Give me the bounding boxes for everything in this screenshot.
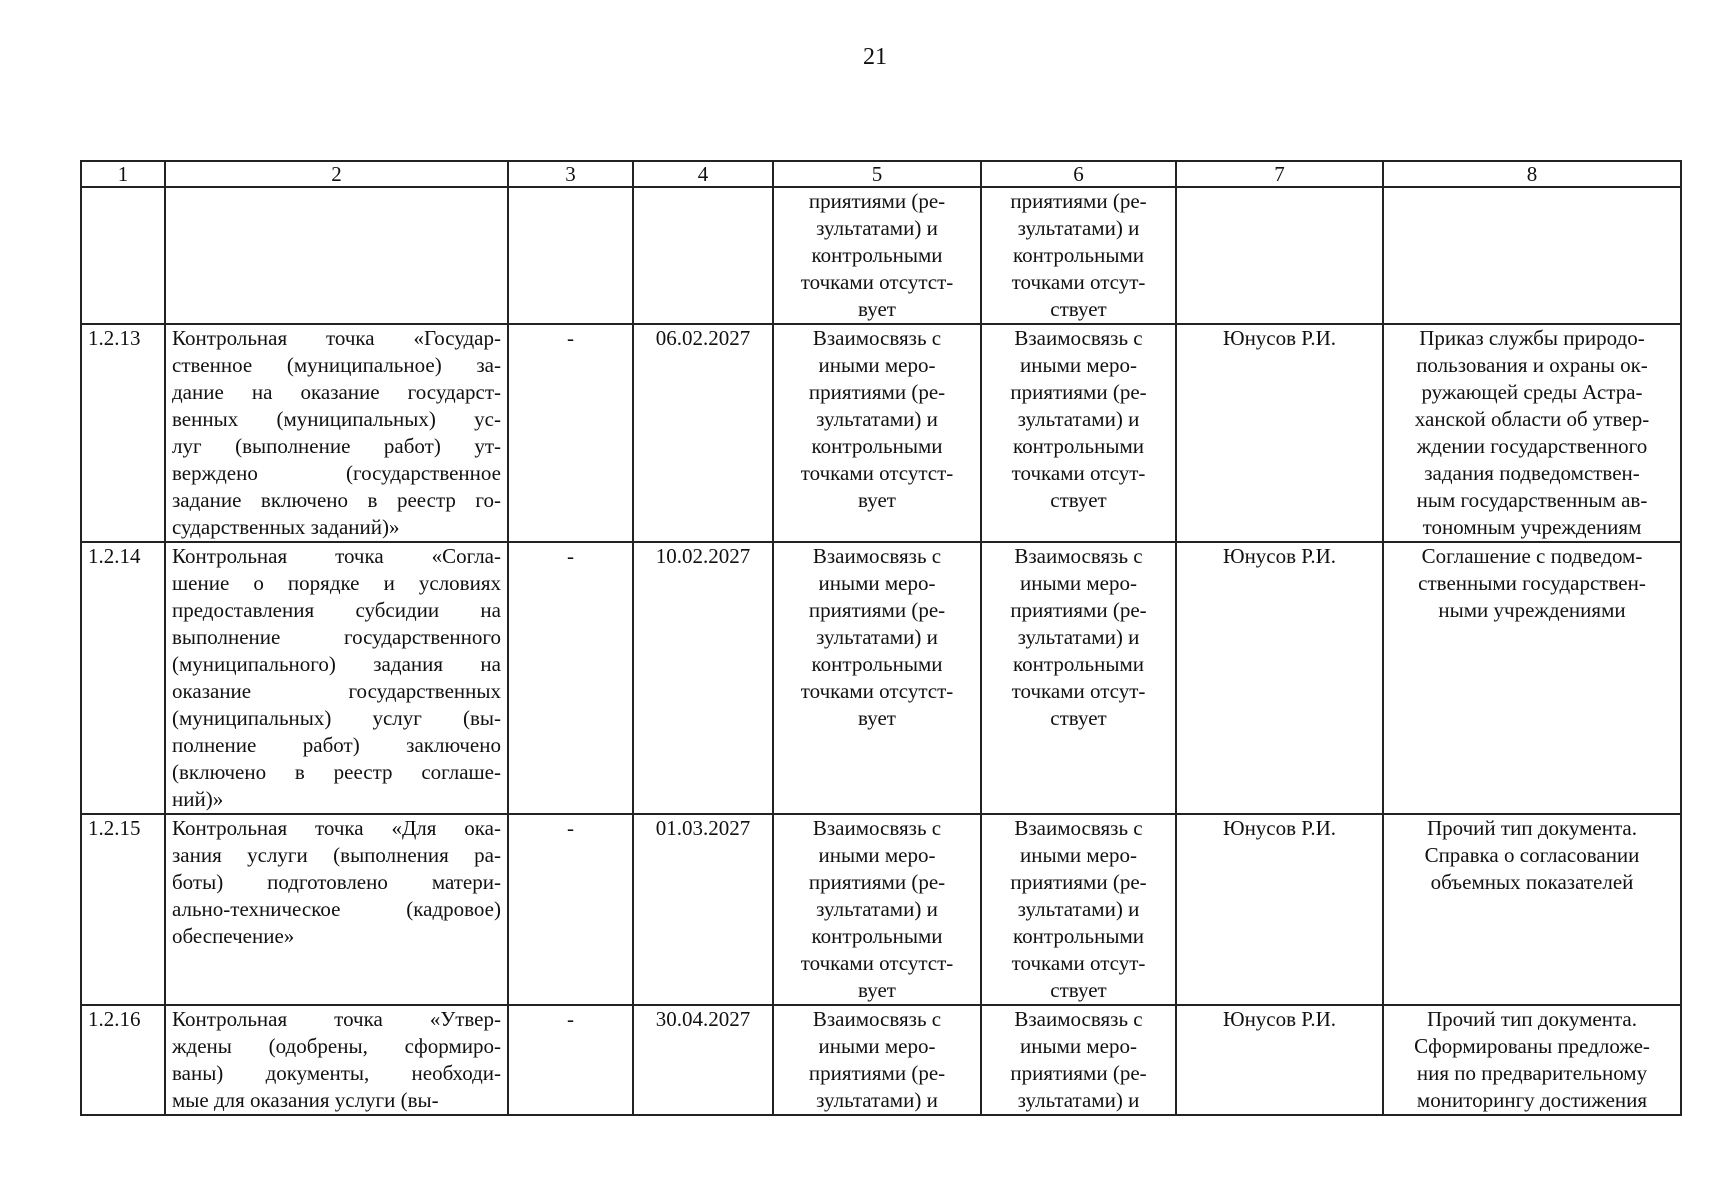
cell-col6	[981, 542, 1176, 814]
header-col-4: 4	[633, 161, 773, 187]
text-line: ствует	[1050, 706, 1107, 730]
cell-responsible: Юнусов Р.И.	[1176, 542, 1383, 814]
text-line: точками отсутст-	[800, 270, 954, 294]
text-line: Взаимосвязь с	[812, 816, 942, 840]
cell-col5	[773, 187, 981, 324]
text-line: зания услуги (выполнения ра-	[172, 843, 501, 867]
header-col-6: 6	[981, 161, 1176, 187]
text-line: зультатами) и	[816, 625, 938, 649]
text-line: Взаимосвязь с	[1014, 816, 1143, 840]
cell-date: 30.04.2027	[633, 1005, 773, 1115]
text-line: приятиями (ре-	[1010, 1061, 1147, 1085]
text-line: Взаимосвязь с	[812, 544, 942, 568]
text-line: ний)»	[172, 787, 224, 811]
text-line: зультатами) и	[1017, 625, 1140, 649]
text-line: приятиями (ре-	[1010, 380, 1147, 404]
text-line: Взаимосвязь с	[1014, 326, 1143, 350]
cell-col5	[773, 324, 981, 542]
text-line: иными меро-	[1020, 571, 1137, 595]
text-line: иными меро-	[818, 843, 936, 867]
text-line: приятиями (ре-	[1010, 598, 1147, 622]
cell-col5	[773, 814, 981, 1005]
cell-col3: -	[508, 542, 633, 814]
text-line: объемных показателей	[1430, 870, 1634, 894]
cell-col6	[981, 814, 1176, 1005]
text-line: Сформированы предложе-	[1414, 1034, 1650, 1058]
text-line: точками отсутст-	[800, 951, 954, 975]
header-col-2: 2	[165, 161, 508, 187]
cell-col3: -	[508, 814, 633, 1005]
text-line: приятиями (ре-	[808, 380, 946, 404]
table-body	[81, 187, 1681, 1115]
text-line: точками отсут-	[1011, 270, 1146, 294]
text-line: Взаимосвязь с	[812, 326, 942, 350]
text-line: задание включено в реестр го-	[172, 488, 501, 512]
text-line: точками отсутст-	[800, 679, 954, 703]
text-line: ственное (муниципальное) за-	[172, 353, 501, 377]
text-line: Контрольная точка «Для ока-	[172, 816, 501, 840]
text-line: зультатами) и	[1017, 897, 1140, 921]
header-col-7: 7	[1176, 161, 1383, 187]
text-line: (муниципального) задания на	[172, 652, 501, 676]
text-line: Соглашение с подведом-	[1421, 544, 1643, 568]
text-line: ния по предварительному	[1416, 1061, 1648, 1085]
text-line: полнение работ) заключено	[172, 733, 501, 757]
text-line: Прочий тип документа.	[1427, 816, 1637, 840]
cell-col3: -	[508, 1005, 633, 1115]
text-line: Контрольная точка «Государ-	[172, 326, 501, 350]
text-line: иными меро-	[1020, 843, 1137, 867]
text-line: приятиями (ре-	[808, 189, 946, 213]
cell-doc	[1383, 814, 1681, 1005]
text-line: контрольными	[1013, 652, 1144, 676]
text-line: венных (муниципальных) ус-	[172, 407, 501, 431]
cell-name	[165, 1005, 508, 1115]
text-line: ствует	[1050, 978, 1107, 1002]
text-line: приятиями (ре-	[808, 1061, 946, 1085]
text-line: тономным учреждениям	[1422, 515, 1642, 539]
text-line: контрольными	[1013, 243, 1144, 267]
text-line: ждении государственного	[1416, 434, 1648, 458]
text-line: выполнение государственного	[172, 625, 501, 649]
cell-name	[165, 187, 508, 324]
text-line: зультатами) и	[816, 407, 938, 431]
cell-responsible: Юнусов Р.И.	[1176, 324, 1383, 542]
text-line: Контрольная точка «Согла-	[172, 544, 501, 568]
text-line: боты) подготовлено матери-	[172, 870, 501, 894]
text-line: точками отсут-	[1011, 461, 1146, 485]
cell-date: 01.03.2027	[633, 814, 773, 1005]
header-row	[81, 161, 1681, 187]
text-line: ждены (одобрены, сформиро-	[172, 1034, 501, 1058]
text-line: иными меро-	[1020, 1034, 1137, 1058]
text-line: Взаимосвязь с	[812, 1007, 942, 1031]
cell-name	[165, 324, 508, 542]
text-line: ными учреждениями	[1438, 598, 1626, 622]
table-row	[81, 324, 1681, 542]
cell-name	[165, 814, 508, 1005]
text-line: Взаимосвязь с	[1014, 544, 1143, 568]
control-points-table	[80, 160, 1682, 1116]
table-row-continuation	[81, 187, 1681, 324]
cell-num: 1.2.14	[81, 542, 165, 814]
cell-name	[165, 542, 508, 814]
table-row	[81, 814, 1681, 1005]
text-line: пользования и охраны ок-	[1416, 353, 1648, 377]
text-line: контрольными	[811, 652, 943, 676]
cell-num: 1.2.16	[81, 1005, 165, 1115]
header-col-5: 5	[773, 161, 981, 187]
text-line: точками отсут-	[1011, 679, 1146, 703]
text-line: иными меро-	[818, 353, 936, 377]
text-line: приятиями (ре-	[1010, 189, 1147, 213]
text-line: ружающей среды Астра-	[1421, 380, 1643, 404]
header-col-8: 8	[1383, 161, 1681, 187]
table-row	[81, 542, 1681, 814]
text-line: иными меро-	[818, 571, 936, 595]
cell-col6	[981, 187, 1176, 324]
text-line: Контрольная точка «Утвер-	[172, 1007, 501, 1031]
text-line: зультатами) и	[1017, 407, 1140, 431]
text-line: мониторингу достижения	[1416, 1088, 1648, 1112]
text-line: точками отсут-	[1011, 951, 1146, 975]
text-line: приятиями (ре-	[808, 598, 946, 622]
text-line: контрольными	[811, 434, 943, 458]
text-line: ным государственным ав-	[1416, 488, 1648, 512]
text-line: зультатами) и	[816, 216, 938, 240]
text-line: (муниципальных) услуг (вы-	[172, 706, 501, 730]
header-col-1: 1	[81, 161, 165, 187]
text-line: вует	[858, 706, 896, 730]
cell-col5	[773, 542, 981, 814]
text-line: ствует	[1050, 488, 1107, 512]
text-line: точками отсутст-	[800, 461, 954, 485]
table-row	[81, 1005, 1681, 1115]
table-header	[81, 161, 1681, 187]
text-line: задания подведомствен-	[1424, 461, 1640, 485]
text-line: вует	[858, 297, 896, 321]
text-line: зультатами) и	[1017, 216, 1140, 240]
text-line: дание на оказание государст-	[172, 380, 501, 404]
page-number: 21	[863, 44, 887, 70]
text-line: сударственных заданий)»	[172, 515, 400, 539]
text-line: зультатами) и	[816, 897, 938, 921]
text-line: контрольными	[1013, 434, 1144, 458]
cell-date: 06.02.2027	[633, 324, 773, 542]
cell-doc	[1383, 542, 1681, 814]
text-line: контрольными	[811, 243, 943, 267]
text-line: вует	[858, 978, 896, 1002]
cell-doc	[1383, 1005, 1681, 1115]
text-line: ственными государствен-	[1418, 571, 1646, 595]
header-col-3: 3	[508, 161, 633, 187]
cell-col6	[981, 324, 1176, 542]
text-line: обеспечение»	[172, 924, 295, 948]
cell-doc	[1383, 187, 1681, 324]
text-line: (включено в реестр соглаше-	[172, 760, 501, 784]
text-line: контрольными	[1013, 924, 1144, 948]
text-line: вует	[858, 488, 896, 512]
cell-date: 10.02.2027	[633, 542, 773, 814]
cell-responsible: Юнусов Р.И.	[1176, 1005, 1383, 1115]
text-line: зультатами) и	[1017, 1088, 1140, 1112]
cell-col3: -	[508, 324, 633, 542]
text-line: приятиями (ре-	[1010, 870, 1147, 894]
text-line: приятиями (ре-	[808, 870, 946, 894]
text-line: Справка о согласовании	[1424, 843, 1640, 867]
cell-col5	[773, 1005, 981, 1115]
cell-col3	[508, 187, 633, 324]
text-line: иными меро-	[818, 1034, 936, 1058]
cell-num	[81, 187, 165, 324]
cell-responsible	[1176, 187, 1383, 324]
text-line: иными меро-	[1020, 353, 1137, 377]
cell-date	[633, 187, 773, 324]
cell-doc	[1383, 324, 1681, 542]
cell-num: 1.2.13	[81, 324, 165, 542]
text-line: Взаимосвязь с	[1014, 1007, 1143, 1031]
text-line: шение о порядке и условиях	[172, 571, 501, 595]
text-line: мые для оказания услуги (вы-	[172, 1088, 439, 1112]
text-line: луг (выполнение работ) ут-	[172, 434, 501, 458]
text-line: ханской области об утвер-	[1414, 407, 1650, 431]
text-line: зультатами) и	[816, 1088, 938, 1112]
text-line: ствует	[1050, 297, 1107, 321]
text-line: ваны) документы, необходи-	[172, 1061, 501, 1085]
text-line: верждено (государственное	[172, 461, 501, 485]
cell-col6	[981, 1005, 1176, 1115]
text-line: оказание государственных	[172, 679, 501, 703]
text-line: Прочий тип документа.	[1427, 1007, 1637, 1031]
cell-num: 1.2.15	[81, 814, 165, 1005]
cell-responsible: Юнусов Р.И.	[1176, 814, 1383, 1005]
text-line: ально-техническое (кадровое)	[172, 897, 501, 921]
text-line: Приказ службы природо-	[1419, 326, 1645, 350]
text-line: контрольными	[811, 924, 943, 948]
text-line: предоставления субсидии на	[172, 598, 501, 622]
